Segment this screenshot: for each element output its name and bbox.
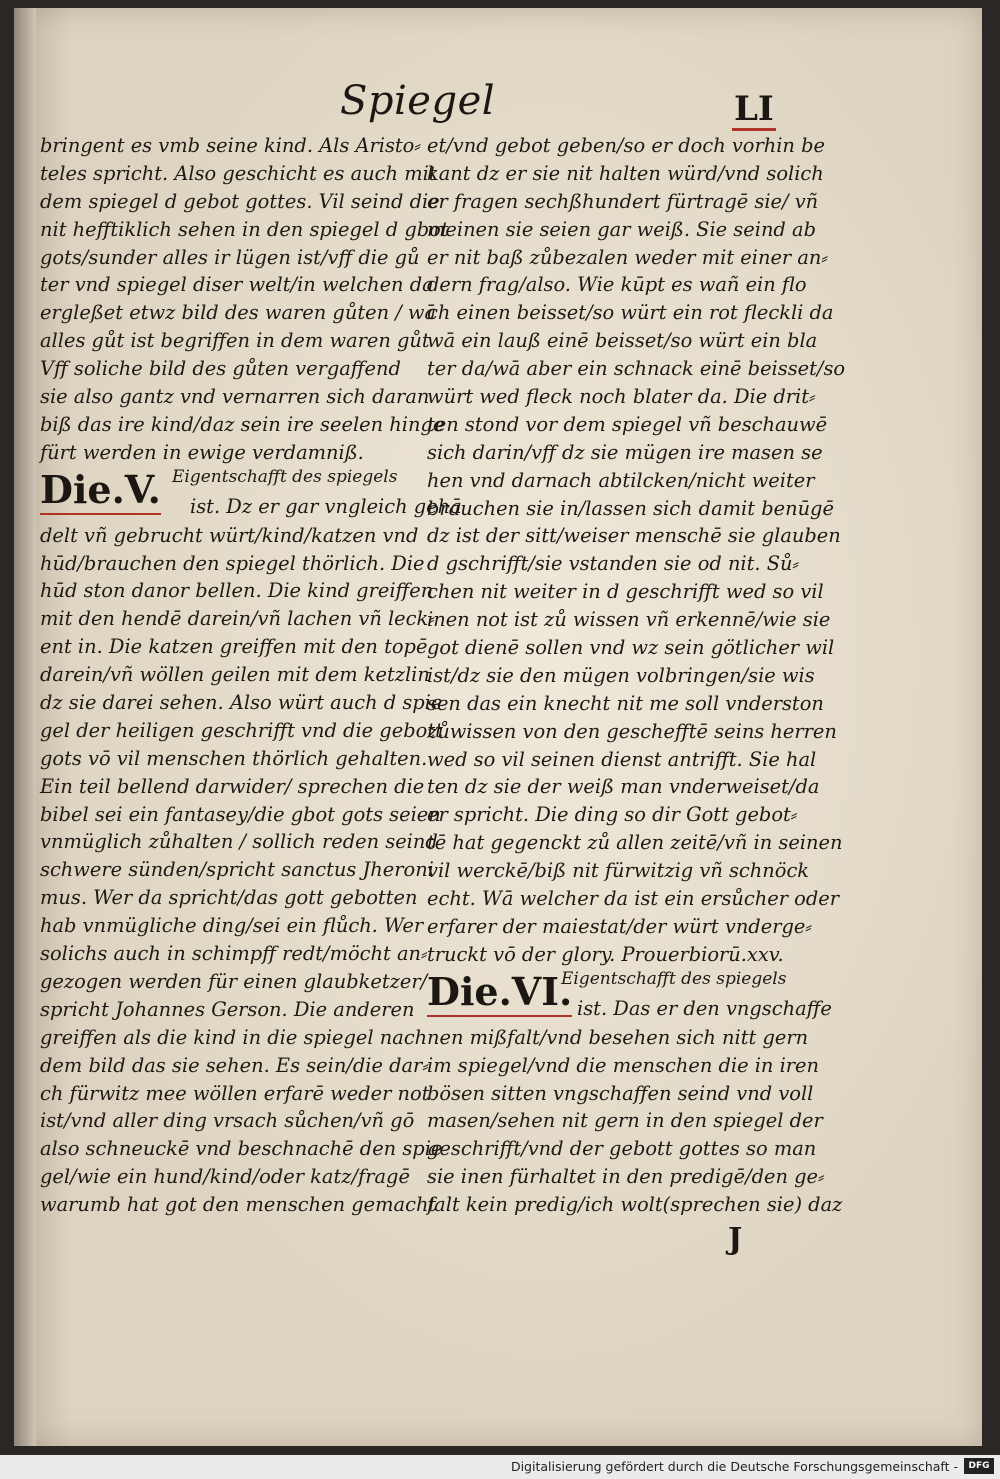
text-line: gel/wie ein hund/kind/oder katz/fragē (40, 1165, 410, 1189)
text-line: ter da/wā aber ein schnack einē beisset/so (427, 357, 846, 381)
text-line: dz ist der sitt/weiser menschē sie glauben (427, 524, 841, 548)
text-line: gel der heiligen geschrifft vnd die gebott (40, 718, 443, 742)
text-line: ten stond vor dem spiegel vñ beschauwē (427, 412, 828, 436)
text-line: vnmüglich zůhalten / sollich reden seind (40, 830, 438, 854)
text-line: ter vnd spiegel diser welt/in welchen da (40, 273, 434, 297)
text-line: masen/sehen nit gern in den spiegel der (427, 1109, 823, 1133)
text-line: tē hat gegenckt zů allen zeitē/vñ in seinen (427, 831, 843, 855)
text-line: ch fürwitz mee wöllen erfarē weder not (40, 1081, 430, 1105)
text-line: gezogen werden für einen glaubketzer/ (40, 969, 428, 993)
text-line: dz sie darei sehen. Also würt auch d spie (40, 691, 443, 715)
dfg-logo: DFG (964, 1458, 994, 1474)
section-heading-line2: ist. Dz er gar vngleich gehā (190, 494, 462, 518)
running-head (340, 78, 495, 124)
text-line: wā ein lauß einē beisset/so würt ein bla (427, 329, 818, 353)
text-line: schwere sünden/spricht sanctus Jheroni (40, 858, 434, 882)
text-line: bösen sitten vngschaffen seind vnd voll (427, 1081, 814, 1105)
text-line: sen das ein knecht nit me soll vnderston (427, 691, 824, 715)
left-column (40, 132, 462, 1219)
section-heading-line1: Eigentschafft des spiegels (172, 466, 398, 487)
text-line: im spiegel/vnd die menschen die in iren (427, 1053, 820, 1077)
text-line: sie also gantz vnd vernarren sich daran (40, 385, 430, 409)
funding-credit: Digitalisierung gefördert durch die Deutsche Forschungsgemeinschaft - (510, 1459, 958, 1474)
text-line: fürt werden in ewige verdamniß. (40, 440, 364, 464)
text-line: teles spricht. Also geschicht es auch mit (40, 161, 437, 185)
footer-bar (0, 1455, 1000, 1479)
page-gutter (14, 8, 36, 1446)
text-line: mus. Wer da spricht/das gott gebotten (40, 886, 418, 910)
text-line: mit den hendē darein/vñ lachen vñ leck⸗ (40, 607, 435, 631)
text-line: dem spiegel d gebot gottes. Vil seind die (40, 189, 440, 213)
folio-number: LI (734, 89, 774, 129)
text-line: alles gůt ist begriffen in dem waren gůt (40, 329, 430, 353)
text-line: ist/dz sie den mügen volbringen/sie wis (427, 663, 815, 687)
right-column (427, 132, 846, 1219)
section-number: Die.VI. (427, 968, 573, 1014)
text-line: Ein teil bellend darwider/ sprechen die (40, 774, 425, 798)
text-line: gots vō vil menschen thörlich gehalten. (40, 746, 428, 770)
running-head-text: Spiegel (340, 78, 496, 124)
text-line: ist/vnd aller ding vrsach sůchen/vñ gō (40, 1109, 415, 1133)
text-line: bringent es vmb seine kind. Als Aristo⸗ (40, 134, 421, 157)
text-line: er nit baß zůbezalen weder mit einer an⸗ (427, 245, 828, 269)
text-line: bibel sei ein fantasey/die gbot gots seien (40, 802, 441, 826)
text-line: warumb hat got den menschen gemacht (40, 1193, 437, 1217)
text-line: greiffen als die kind in die spiegel nach (40, 1025, 428, 1049)
text-line: biß das ire kind/daz sein ire seelen hinge (40, 412, 445, 436)
text-line: würt wed fleck noch blater da. Die drit⸗ (427, 385, 816, 409)
text-line: echt. Wā welcher da ist ein ersůcher oder (427, 887, 839, 911)
text-line: meinen sie seien gar weiß. Sie seind ab (427, 217, 816, 241)
text-line: geschrifft/vnd der gebott gottes so man (427, 1137, 817, 1161)
section-heading-line1: Eigentschafft des spiegels (561, 968, 787, 989)
text-line: dern frag/also. Wie kūpt es wañ ein flo (427, 273, 807, 297)
text-line: hen vnd darnach abtilcken/nicht weiter (427, 468, 815, 492)
text-line: nen mißfalt/vnd besehen sich nitt gern (427, 1025, 809, 1049)
text-line: erfarer der maiestat/der würt vnderge⸗ (427, 914, 812, 938)
text-line: ergleßet etwz bild des waren gůten / wā (40, 301, 437, 325)
text-line: brauchen sie in/lassen sich damit benūgē (427, 496, 834, 520)
text-line: Vff soliche bild des gůten vergaffend (40, 357, 401, 381)
text-line: hūd ston danor bellen. Die kind greiffen (40, 579, 434, 603)
text-line: dem bild das sie sehen. Es sein/die dar⸗ (40, 1053, 429, 1077)
text-line: ch einen beisset/so würt ein rot fleckli da (427, 301, 834, 325)
section-heading-v (40, 466, 462, 522)
text-line: ent in. Die katzen greiffen mit den topē (40, 635, 428, 659)
text-line: truckt vō der glory. Prouerbiorū.xxv. (427, 942, 784, 966)
text-line: gots/sunder alles ir lügen ist/vff die gů (40, 245, 420, 269)
text-line: er spricht. Die ding so dir Gott gebot⸗ (427, 803, 798, 827)
text-line: wed so vil seinen dienst antrifft. Sie hal (427, 747, 817, 771)
text-line: kant dz er sie nit halten würd/vnd solich (427, 161, 824, 185)
text-line: also schneuckē vnd beschnachē den spie (40, 1137, 443, 1161)
signature-mark: J (728, 1222, 743, 1257)
text-line: chen nit weiter in d geschrifft wed so vil (427, 580, 824, 604)
text-line: er fragen sechßhundert fürtragē sie/ vñ (427, 189, 819, 213)
text-line: got dienē sollen vnd wz sein götlicher wil (427, 636, 835, 660)
text-line: falt kein predig/ich wolt(sprechen sie) daz (427, 1193, 843, 1217)
section-heading-line2: ist. Das er den vngschaffe (577, 996, 832, 1020)
text-line: vil werckē/biß nit fürwitzig vñ schnöck (427, 859, 810, 883)
text-line: zůwissen von den geschefftē seins herren (427, 719, 837, 743)
text-line: darein/vñ wöllen geilen mit dem ketzlin (40, 663, 430, 687)
text-line: solichs auch in schimpff redt/möcht an⸗ (40, 942, 428, 966)
text-line: d gschrifft/sie vstanden sie od nit. Sů⸗ (427, 552, 799, 576)
text-line: inen not ist zů wissen vñ erkennē/wie sie (427, 608, 831, 632)
text-line: et/vnd gebot geben/so er doch vorhin be (427, 134, 825, 157)
text-line: ten dz sie der weiß man vnderweiset/da (427, 775, 820, 799)
text-line: hab vnmügliche ding/sei ein flůch. Wer (40, 914, 424, 938)
text-line: delt vñ gebrucht würt/kind/katzen vnd (40, 523, 419, 547)
section-heading-vi (427, 968, 832, 1024)
section-number: Die.V. (40, 466, 161, 512)
text-line: hūd/brauchen den spiegel thörlich. Die (40, 551, 425, 575)
text-line: spricht Johannes Gerson. Die anderen (40, 997, 415, 1021)
text-line: nit hefftiklich sehen in den spiegel d gbot (40, 217, 449, 241)
text-line: sich darin/vff dz sie mügen ire masen se (427, 440, 823, 464)
text-line: sie inen fürhaltet in den predigē/den ge⸗ (427, 1165, 825, 1189)
